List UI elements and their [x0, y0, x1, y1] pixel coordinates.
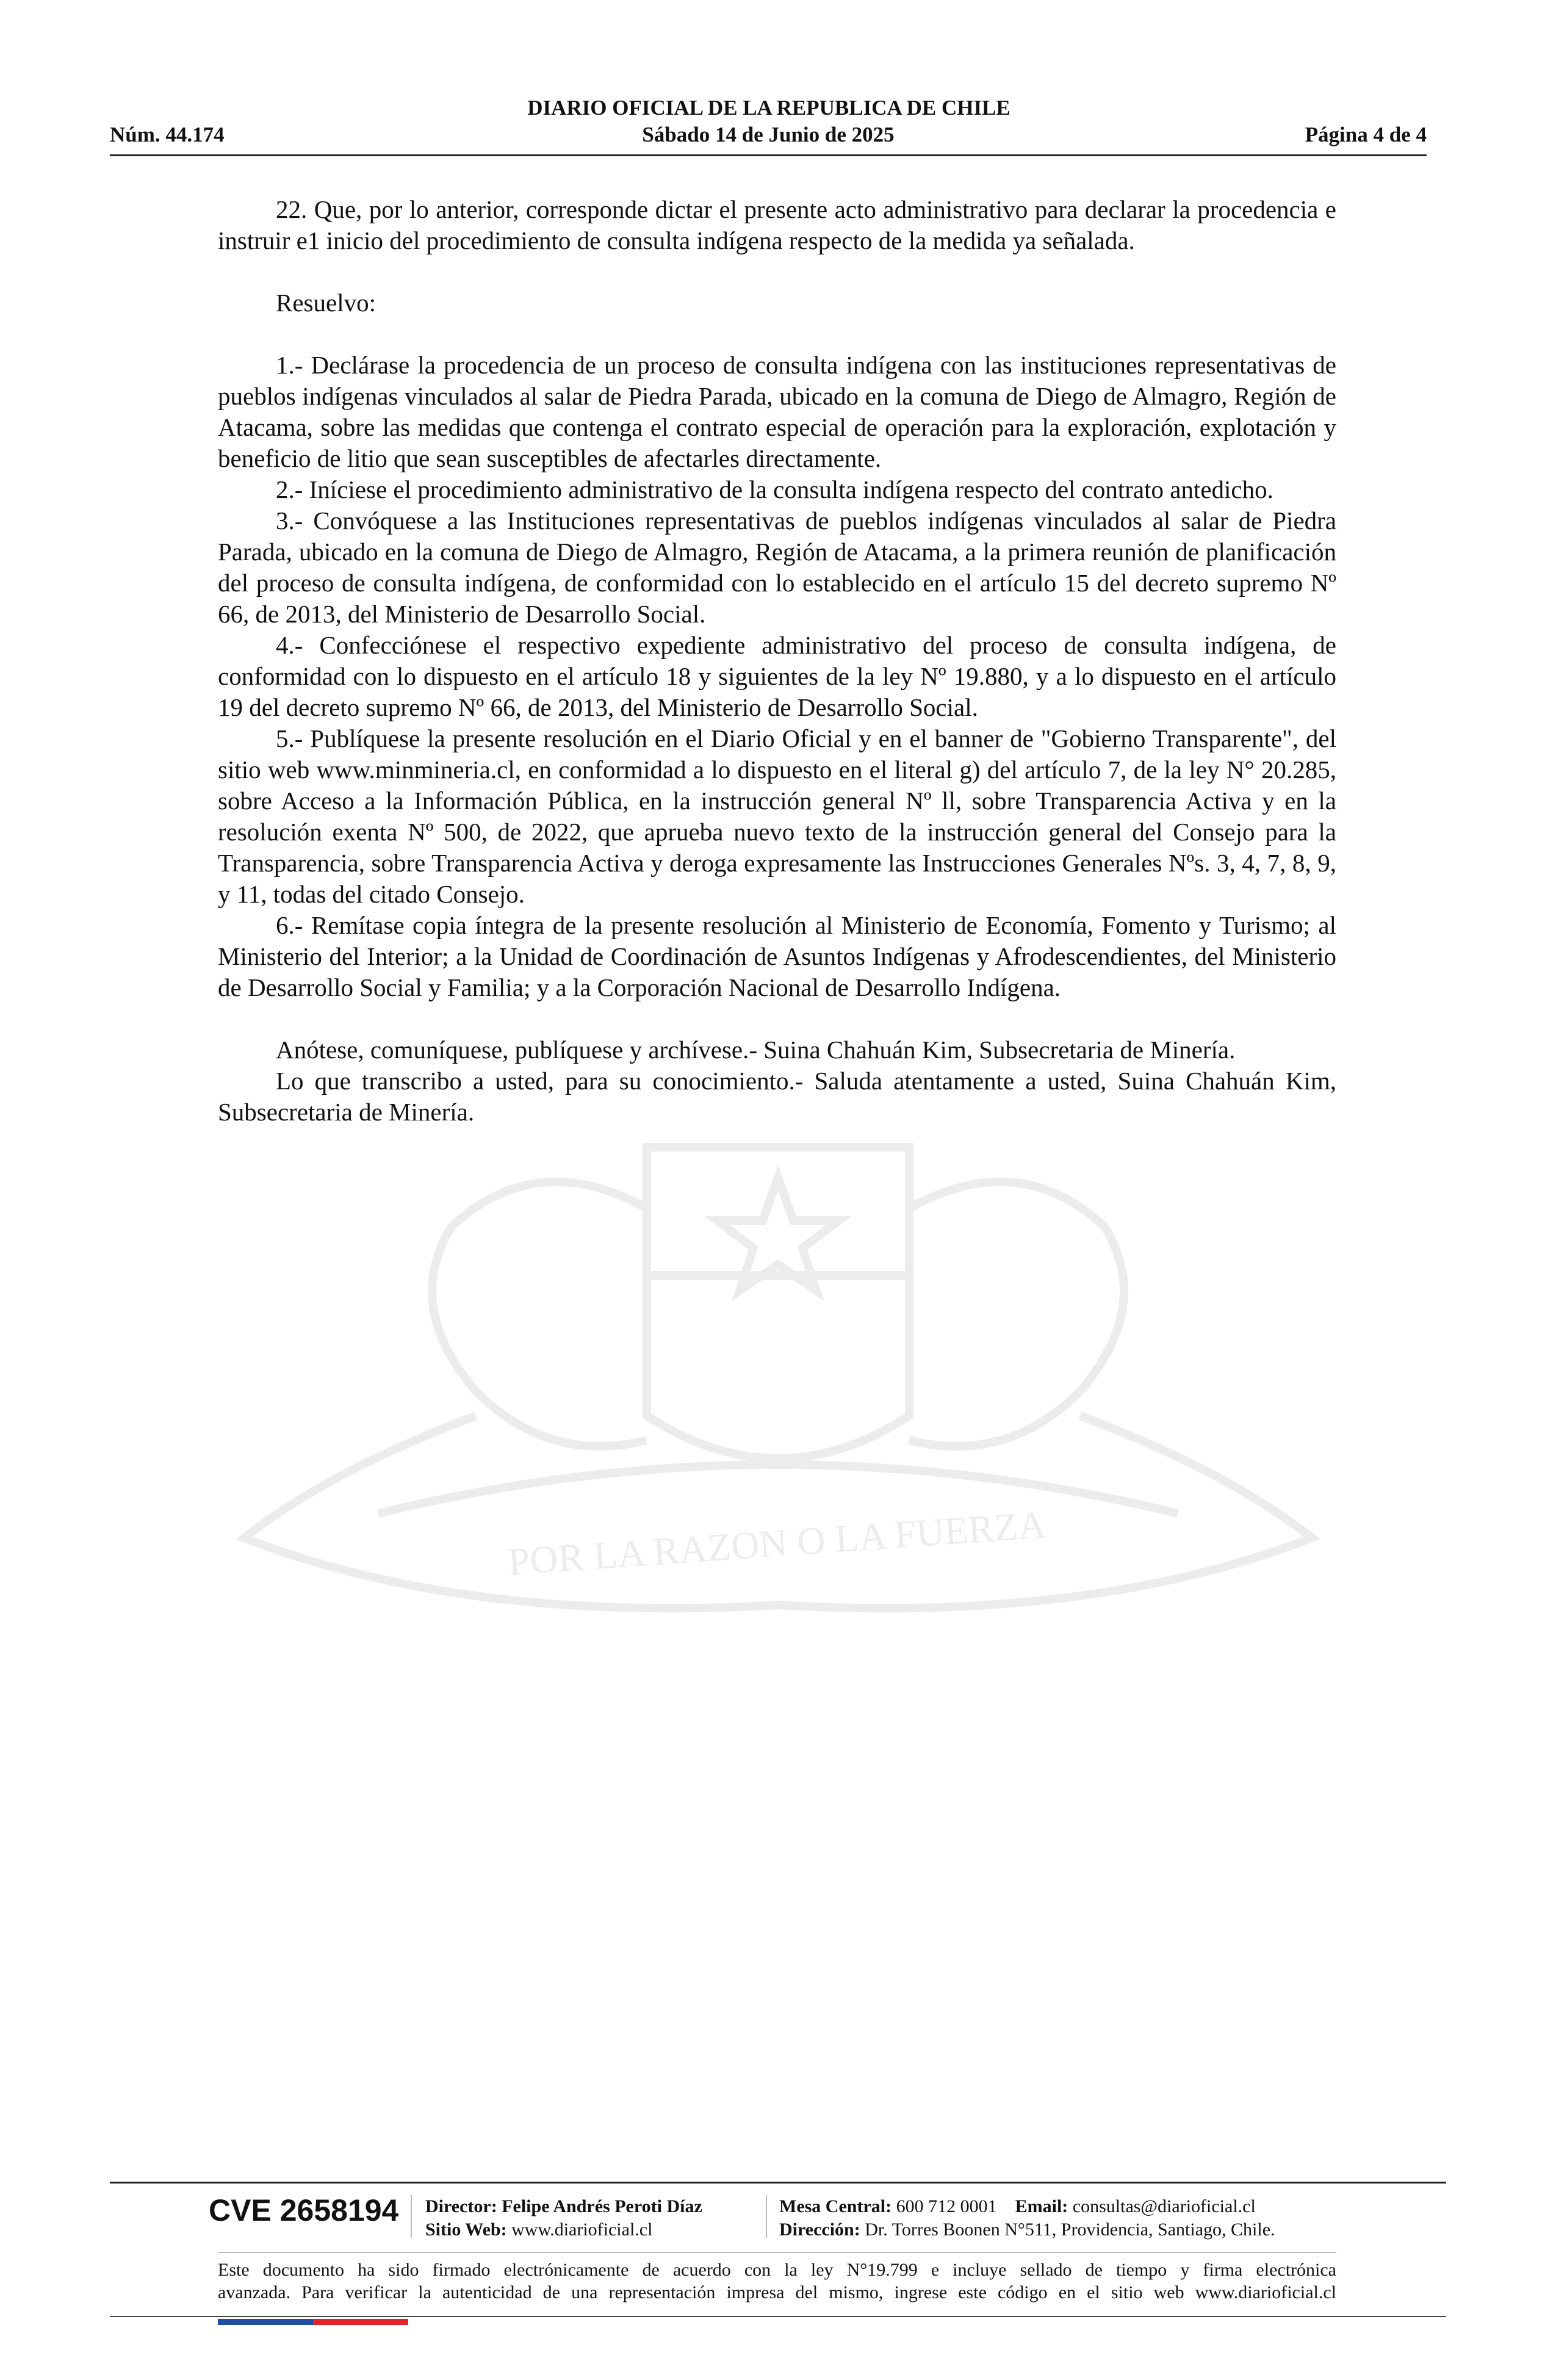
resolution-item-3: 3.- Convóquese a las Instituciones representativas de pueblos indígenas vinculados al salar de Piedra Parada, ubicado en la comuna de Diego de Almagro, Región de Atacama, a la primera reunión de planificación del proceso de consulta indígena, de conformidad con lo establecido en el artículo 15 del decreto supremo Nº 66, de 2013, del Ministerio de Desarrollo Social. [218, 507, 1336, 628]
flag-blue-segment [218, 2319, 313, 2325]
director-name: Felipe Andrés Peroti Díaz [502, 2196, 702, 2216]
footer-contact-block [779, 2195, 1275, 2241]
footer-separator [411, 2195, 412, 2238]
website-link[interactable]: www.diarioficial.cl [511, 2220, 653, 2240]
issue-number: Núm. 44.174 [110, 123, 225, 146]
resolution-body [218, 194, 1336, 1128]
address-text: Dr. Torres Boonen N°511, Providencia, Santiago, Chile. [865, 2220, 1275, 2240]
footer-separator [766, 2195, 767, 2238]
issue-date: Sábado 14 de Junio de 2025 [642, 123, 895, 146]
signature-notice-line-1: Este documento ha sido firmado electrónicamente de acuerdo con la ley N°19.799 e incluye sellado de tiempo y firma electrónica [218, 2260, 1336, 2280]
resolution-item-1: 1.- Declárase la procedencia de un proceso de consulta indígena con las instituciones representativas de pueblos indígenas vinculados al salar de Piedra Parada, ubicado en la comuna de Diego de Almagro, Región de Atacama, sobre las medidas que contenga el contrato especial de operación para la exploración, explotación y beneficio de litio que sean susceptibles de afectarles directamente. [218, 351, 1336, 472]
director-label: Director: [425, 2196, 497, 2216]
journal-title: DIARIO OFICIAL DE LA REPUBLICA DE CHILE [527, 96, 1010, 120]
email-link[interactable]: consultas@diarioficial.cl [1072, 2196, 1256, 2216]
phone-number: 600 712 0001 [896, 2196, 997, 2216]
closing-signature: Anótese, comuníquese, publíquese y archívese.- Suina Chahuán Kim, Subsecretaria de Minería. [276, 1036, 1236, 1064]
watermark-motto: POR LA RAZON O LA FUERZA [506, 1502, 1048, 1584]
paragraph-22: 22. Que, por lo anterior, corresponde dictar el presente acto administrativo para declarar la procedencia e instruir e1 inicio del procedimiento de consulta indígena respecto de la medida ya señalada. [218, 195, 1336, 254]
address-label: Dirección: [779, 2220, 860, 2240]
footer-bottom-rule [110, 2316, 1446, 2317]
website-label: Sitio Web: [425, 2220, 507, 2240]
footer-hairline [218, 2252, 1336, 2253]
signature-notice-line-2: avanzada. Para verificar la autenticidad de una representación impresa del mismo, ingrese este código en el sitio web www.diarioficial.cl [218, 2282, 1336, 2302]
resolvo-heading: Resuelvo: [276, 289, 376, 317]
phone-label: Mesa Central: [779, 2196, 892, 2216]
resolution-item-2: 2.- Iníciese el procedimiento administrativo de la consulta indígena respecto del contrato antedicho. [276, 475, 1273, 503]
resolution-item-5: 5.- Publíquese la presente resolución en el Diario Oficial y en el banner de "Gobierno Transparente", del sitio web www.minmineria.cl, en conformidad a lo dispuesto en el literal g) del artículo 7, de la ley N° 20.285, sobre Acceso a la Información Pública, en la instrucción general Nº ll, sobre Transparencia Activa y en la resolución exenta Nº 500, de 2022, que aprueba nuevo texto de la instrucción general del Consejo para la Transparencia, sobre Transparencia Activa y deroga expresamente las Instrucciones Generales Nºs. 3, 4, 7, 8, 9, y 11, todas del citado Consejo. [218, 724, 1336, 908]
email-label: Email: [1015, 2196, 1068, 2216]
resolution-item-6: 6.- Remítase copia íntegra de la presente resolución al Ministerio de Economía, Fomento y Turismo; al Ministerio del Interior; a la Unidad de Coordinación de Asuntos Indígenas y Afrodescendientes, del Ministerio de Desarrollo Social y Familia; y a la Corporación Nacional de Desarrollo Indígena. [218, 911, 1336, 1001]
transcription-note: Lo que transcribo a usted, para su conocimiento.- Saluda atentamente a usted, Suina Chahuán Kim, Subsecretaria de Minería. [218, 1067, 1336, 1126]
resolution-item-4: 4.- Confecciónese el respectivo expediente administrativo del proceso de consulta indígena, de conformidad con lo dispuesto en el artículo 18 y siguientes de la ley Nº 19.880, y a lo dispuesto en el artículo 19 del decreto supremo Nº 66, de 2013, del Ministerio de Desarrollo Social. [218, 631, 1336, 721]
flag-color-bar [218, 2319, 408, 2325]
flag-red-segment [313, 2319, 408, 2325]
page-number: Página 4 de 4 [1305, 123, 1427, 146]
cve-code: CVE 2658194 [209, 2193, 399, 2227]
footer-director-block [425, 2195, 702, 2241]
signature-notice [218, 2259, 1336, 2304]
coat-of-arms-watermark [220, 1074, 1336, 1654]
header-row [110, 123, 1427, 150]
footer-divider [110, 2182, 1446, 2183]
header-divider [110, 154, 1427, 156]
